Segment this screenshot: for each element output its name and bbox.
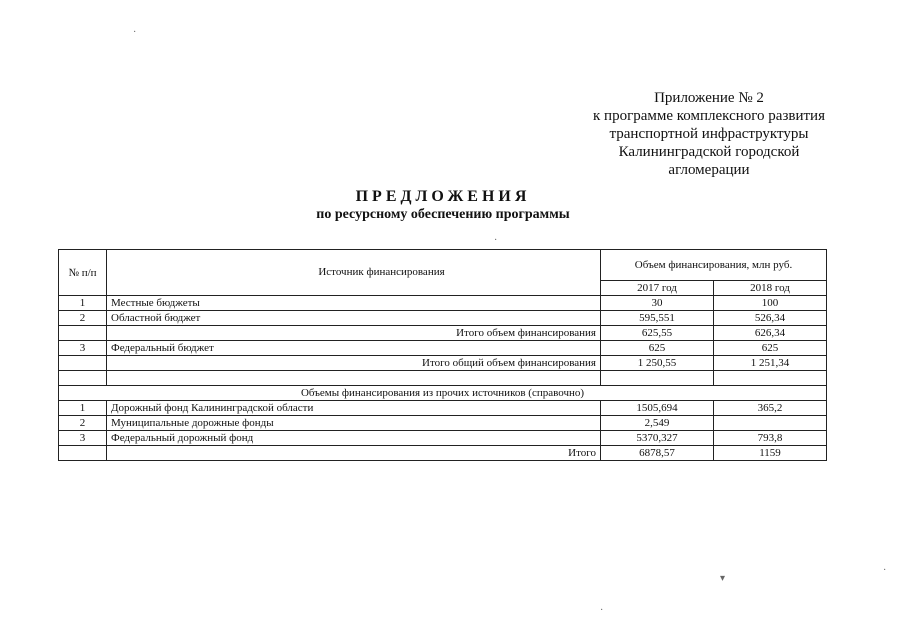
appendix-note (560, 89, 858, 179)
row-total-label: Итого (107, 446, 601, 461)
row-value-2017: 1 250,55 (601, 356, 714, 371)
header-num-label: № п/п (68, 266, 97, 279)
row-total-label: Итого общий объем финансирования (107, 356, 601, 371)
row-total-label: Итого объем финансирования (107, 326, 601, 341)
row-value-2018 (714, 416, 827, 431)
table-row (59, 416, 827, 431)
row-source: Федеральный дорожный фонд (107, 431, 601, 446)
appendix-line: Калининградской городской (618, 144, 800, 160)
row-source: Федеральный бюджет (107, 341, 601, 356)
table-row (59, 431, 827, 446)
row-num (59, 326, 107, 341)
row-value-2017: 595,551 (601, 311, 714, 326)
table-row (59, 326, 827, 341)
section-row (59, 386, 827, 401)
row-num: 3 (59, 341, 107, 356)
table-row (59, 371, 827, 386)
row-num: 2 (59, 416, 107, 431)
row-value-2017: 625 (601, 341, 714, 356)
row-value-2017: 2,549 (601, 416, 714, 431)
table-row (59, 356, 827, 371)
scan-speck: · (494, 235, 498, 246)
row-num: 3 (59, 431, 107, 446)
appendix-line: агломерации (668, 162, 750, 178)
table-row (59, 401, 827, 416)
header-source: Источник финансирования (107, 250, 601, 296)
document-title: ПРЕДЛОЖЕНИЯ (355, 188, 531, 205)
funding-table (58, 249, 827, 461)
row-value-2018 (714, 371, 827, 386)
row-value-2018: 793,8 (714, 431, 827, 446)
funding-table-body (59, 250, 827, 461)
header-num (59, 250, 107, 296)
header-year-2018: 2018 год (714, 281, 827, 296)
row-value-2018: 626,34 (714, 326, 827, 341)
scan-speck: · (600, 605, 604, 616)
header-year-2017: 2017 год (601, 281, 714, 296)
row-value-2018: 1 251,34 (714, 356, 827, 371)
row-value-2017: 625,55 (601, 326, 714, 341)
row-value-2018: 365,2 (714, 401, 827, 416)
row-value-2018: 526,34 (714, 311, 827, 326)
table-row (59, 296, 827, 311)
row-source (107, 371, 601, 386)
scan-speck: · (133, 27, 137, 38)
appendix-line: транспортной инфраструктуры (609, 126, 809, 142)
appendix-line: Приложение № 2 (654, 90, 764, 106)
row-num: 2 (59, 311, 107, 326)
row-num (59, 446, 107, 461)
table-row (59, 446, 827, 461)
row-value-2018: 625 (714, 341, 827, 356)
row-num (59, 371, 107, 386)
header-volume: Объем финансирования, млн руб. (601, 250, 827, 281)
row-source: Местные бюджеты (107, 296, 601, 311)
scan-speck: ▾ (720, 573, 726, 584)
scan-speck: · (883, 565, 887, 576)
row-value-2018: 100 (714, 296, 827, 311)
row-source: Дорожный фонд Калининградской области (107, 401, 601, 416)
row-num: 1 (59, 296, 107, 311)
document-heading (60, 188, 826, 223)
row-source: Муниципальные дорожные фонды (107, 416, 601, 431)
table-header-row (59, 250, 827, 281)
row-value-2017: 30 (601, 296, 714, 311)
row-value-2017: 5370,327 (601, 431, 714, 446)
row-value-2017 (601, 371, 714, 386)
row-value-2017: 1505,694 (601, 401, 714, 416)
section-title: Объемы финансирования из прочих источников (справочно) (59, 386, 827, 401)
row-num (59, 356, 107, 371)
table-row (59, 311, 827, 326)
document-subtitle: по ресурсному обеспечению программы (316, 207, 570, 222)
table-row (59, 341, 827, 356)
appendix-line: к программе комплексного развития (593, 108, 825, 124)
row-num: 1 (59, 401, 107, 416)
row-source: Областной бюджет (107, 311, 601, 326)
row-value-2018: 1159 (714, 446, 827, 461)
row-value-2017: 6878,57 (601, 446, 714, 461)
